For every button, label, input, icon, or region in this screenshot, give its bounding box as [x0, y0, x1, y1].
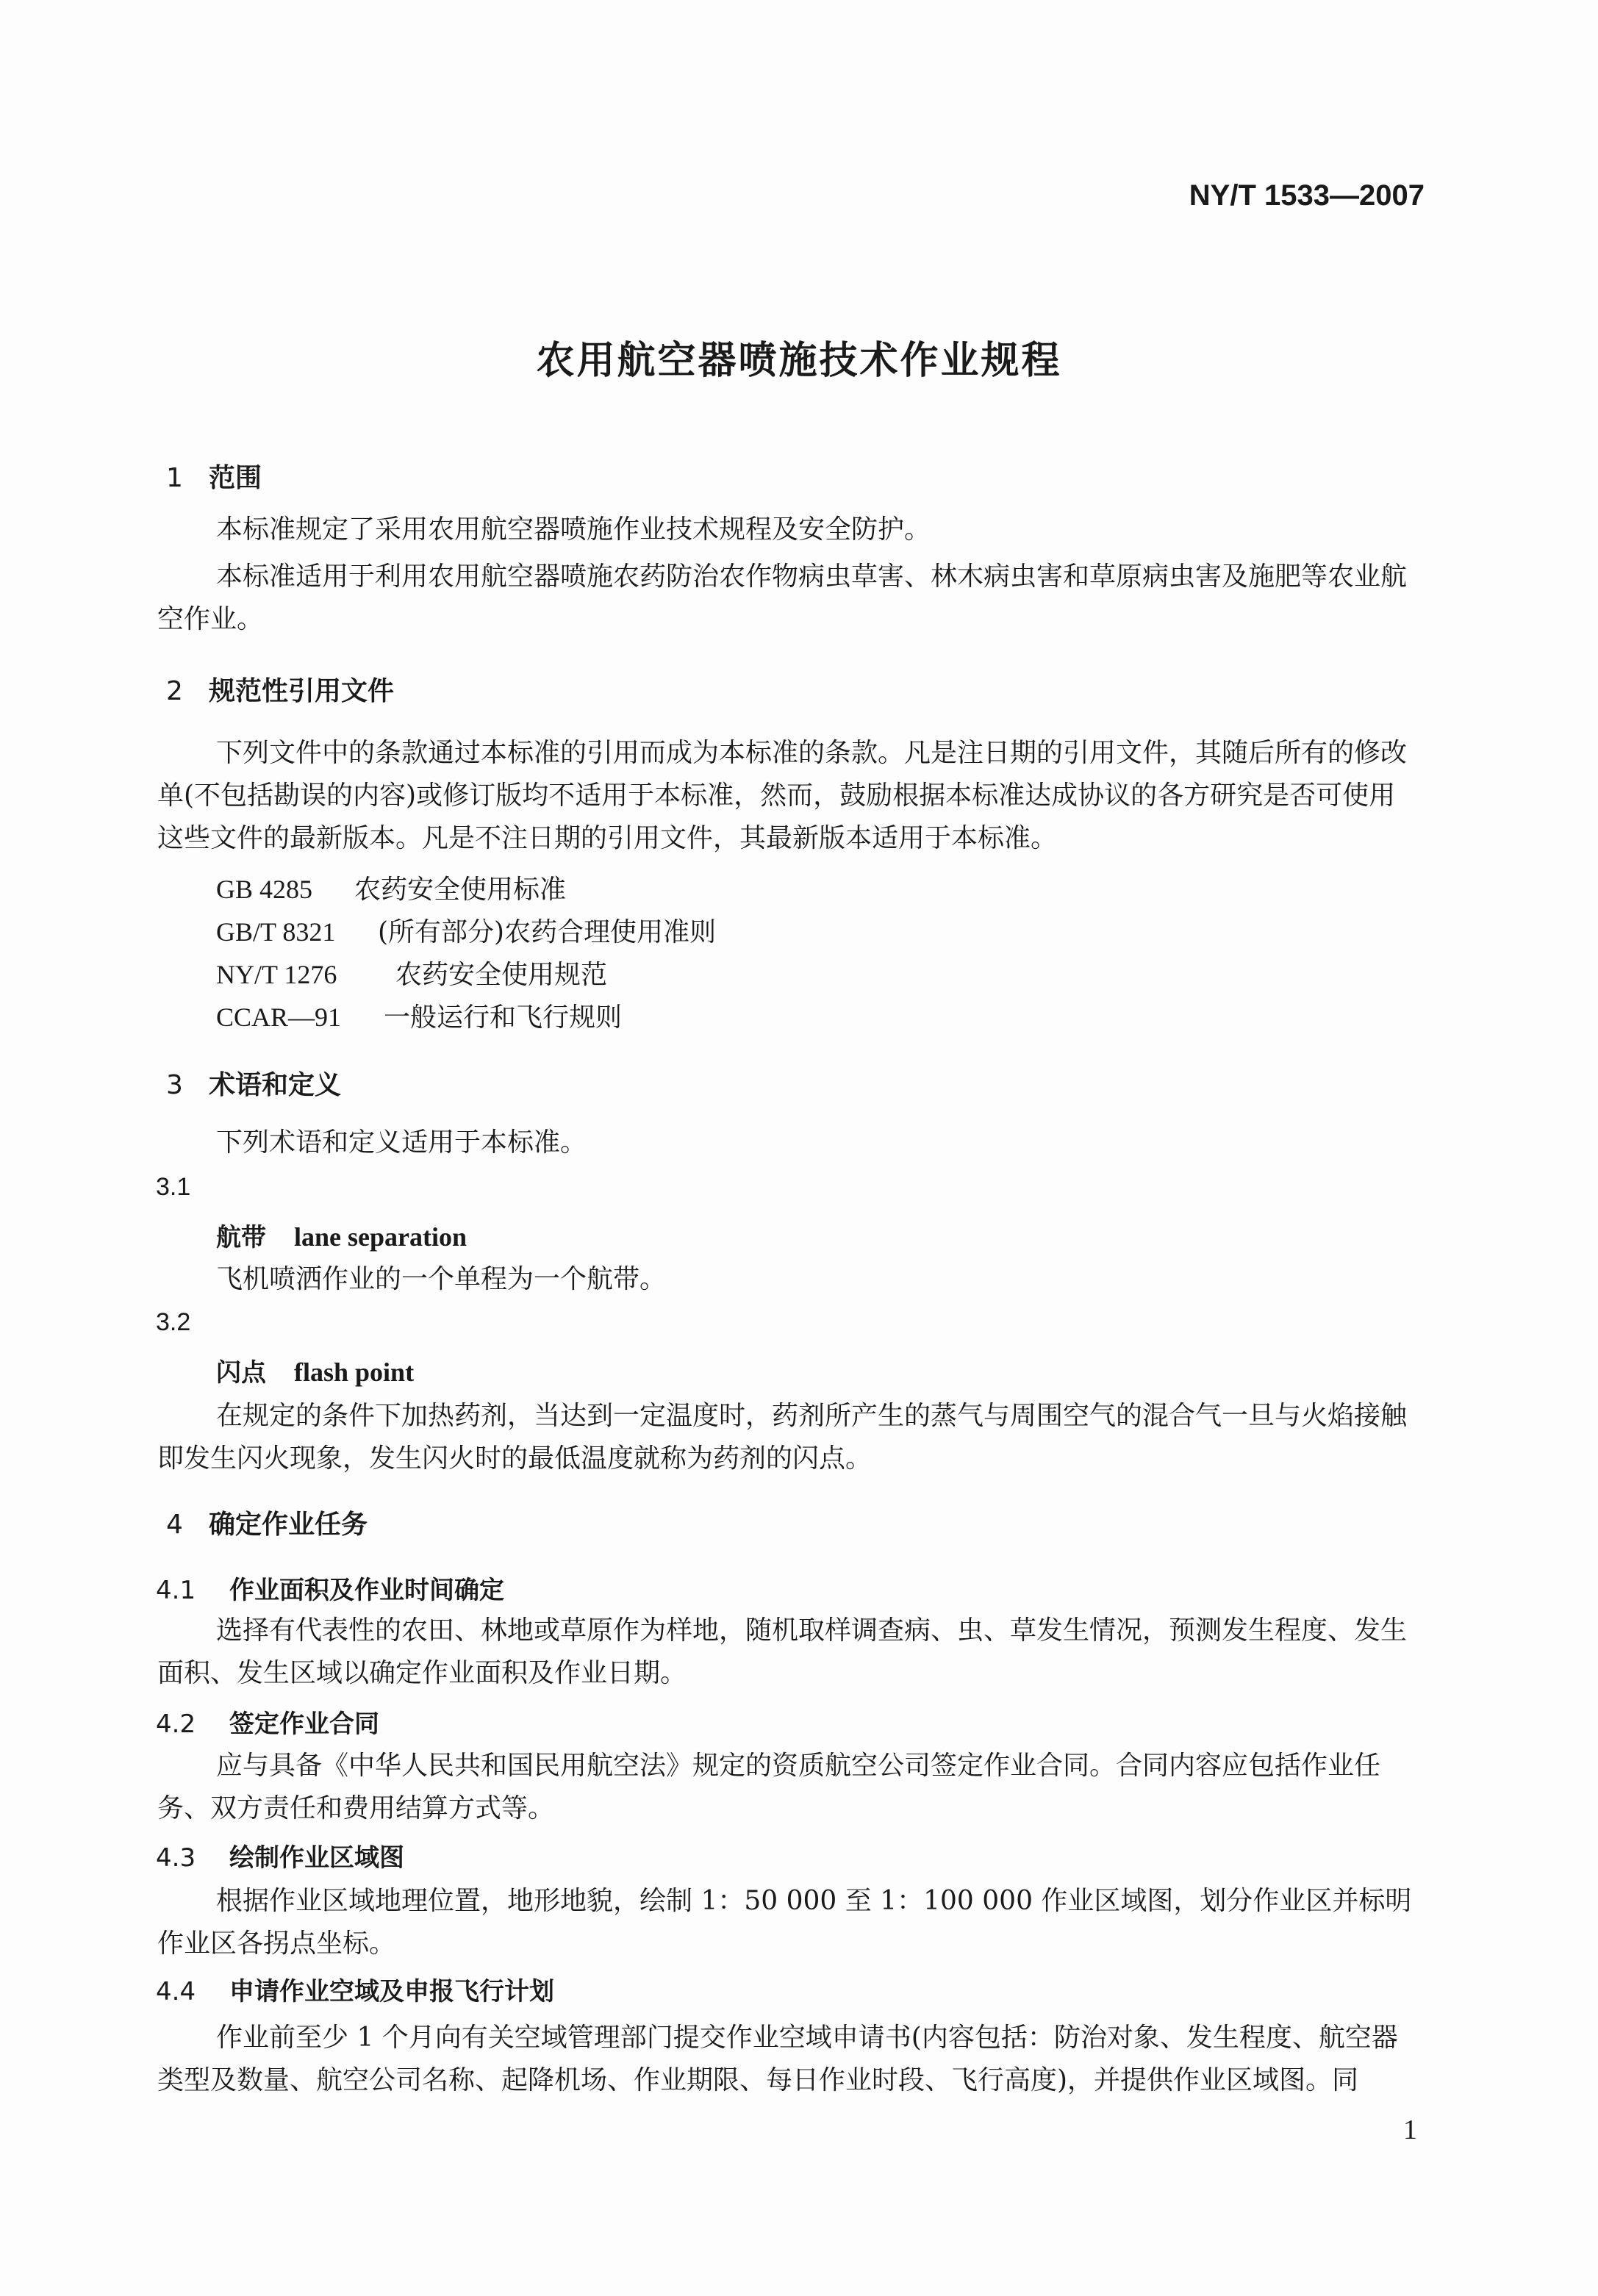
subsection-4-4-heading [156, 1971, 554, 2007]
paragraph: 本标准适用于利用农用航空器喷施农药防治农作物病虫草害、林木病虫害和草原病虫害及施肥等农业航空作业。 [157, 562, 1408, 634]
paragraph: 下列文件中的条款通过本标准的引用而成为本标准的条款。凡是注日期的引用文件，其随后所有的修改单(不包括勘误的内容)或修订版均不适用于本标准，然而，鼓励根据本标准达成协议的各方研究是否可使用这些文件的最新版本。凡是不注日期的引用文件，其最新版本适用于本标准。 [157, 738, 1408, 853]
section-4-heading [166, 1504, 368, 1541]
paragraph: 本标准规定了采用农用航空器喷施作业技术规程及安全防护。 [216, 514, 931, 545]
reference-code: GB 4285 [216, 875, 313, 904]
subsection-title: 作业面积及作业时间确定 [229, 1576, 504, 1605]
reference-code: CCAR—91 [216, 1002, 342, 1032]
subsection-title: 申请作业空域及申报飞行计划 [229, 1977, 554, 2006]
subsection-4-1-heading [156, 1570, 504, 1606]
subsection-title: 绘制作业区域图 [229, 1843, 404, 1873]
normative-reference [216, 911, 716, 949]
term-entry [216, 1217, 467, 1253]
section-number: 2 [166, 676, 183, 706]
reference-code: GB/T 8321 [216, 917, 336, 947]
term-definition: 在规定的条件下加热药剂，当达到一定温度时，药剂所产生的蒸气与周围空气的混合气一旦与火焰接触即发生闪火现象，发生闪火时的最低温度就称为药剂的闪点。 [157, 1401, 1408, 1474]
term-english: lane separation [294, 1222, 467, 1252]
subsection-number: 4.1 [156, 1576, 196, 1605]
page-title: 农用航空器喷施技术作业规程 [536, 339, 1062, 383]
reference-title: (所有部分)农药合理使用准则 [378, 917, 717, 947]
term-definition: 飞机喷洒作业的一个单程为一个航带。 [216, 1264, 667, 1294]
subsection-number: 4.3 [156, 1843, 196, 1873]
paragraph: 作业前至少 1 个月向有关空域管理部门提交作业空域申请书(内容包括：防治对象、发生程度、航空器类型及数量、航空公司名称、起降机场、作业期限、每日作业时段、飞行高度)，并提供作业区域图。同 [157, 2023, 1398, 2095]
term-number: 3.2 [156, 1308, 191, 1336]
paragraph: 根据作业区域地理位置，地形地貌，绘制 1：50 000 至 1：100 000 作业区域图，划分作业区并标明作业区各拐点坐标。 [157, 1886, 1412, 1959]
reference-title: 农药安全使用标准 [354, 875, 567, 905]
section-title: 确定作业任务 [209, 1510, 368, 1540]
page-number: 1 [1403, 2114, 1417, 2145]
section-number: 1 [166, 463, 183, 493]
term-chinese: 闪点 [216, 1358, 266, 1388]
subsection-number: 4.4 [156, 1977, 196, 2006]
section-number: 3 [166, 1070, 183, 1100]
section-title: 术语和定义 [209, 1070, 342, 1100]
term-entry [216, 1352, 414, 1388]
subsection-4-3-heading [156, 1837, 404, 1873]
normative-reference [216, 954, 607, 991]
term-english: flash point [294, 1357, 415, 1387]
reference-title: 一般运行和飞行规则 [384, 1002, 623, 1033]
section-3-heading [166, 1064, 341, 1102]
subsection-number: 4.2 [156, 1710, 196, 1739]
normative-reference [216, 997, 622, 1034]
standard-number: NY/T 1533—2007 [1189, 179, 1425, 212]
section-1-heading [166, 457, 262, 495]
paragraph: 选择有代表性的农田、林地或草原作为样地，随机取样调查病、虫、草发生情况，预测发生程度、发生面积、发生区域以确定作业面积及作业日期。 [157, 1615, 1408, 1688]
reference-title: 农药安全使用规范 [395, 960, 608, 990]
subsection-4-2-heading [156, 1704, 379, 1740]
term-chinese: 航带 [216, 1223, 266, 1252]
section-title: 规范性引用文件 [209, 676, 395, 706]
section-2-heading [166, 670, 394, 708]
term-number: 3.1 [156, 1173, 191, 1201]
section-number: 4 [166, 1510, 183, 1540]
reference-code: NY/T 1276 [216, 960, 337, 989]
normative-reference [216, 869, 566, 906]
section-title: 范围 [209, 463, 262, 493]
paragraph: 下列术语和定义适用于本标准。 [216, 1127, 587, 1158]
subsection-title: 签定作业合同 [229, 1710, 379, 1739]
paragraph: 应与具备《中华人民共和国民用航空法》规定的资质航空公司签定作业合同。合同内容应包括作业任务、双方责任和费用结算方式等。 [157, 1751, 1381, 1823]
